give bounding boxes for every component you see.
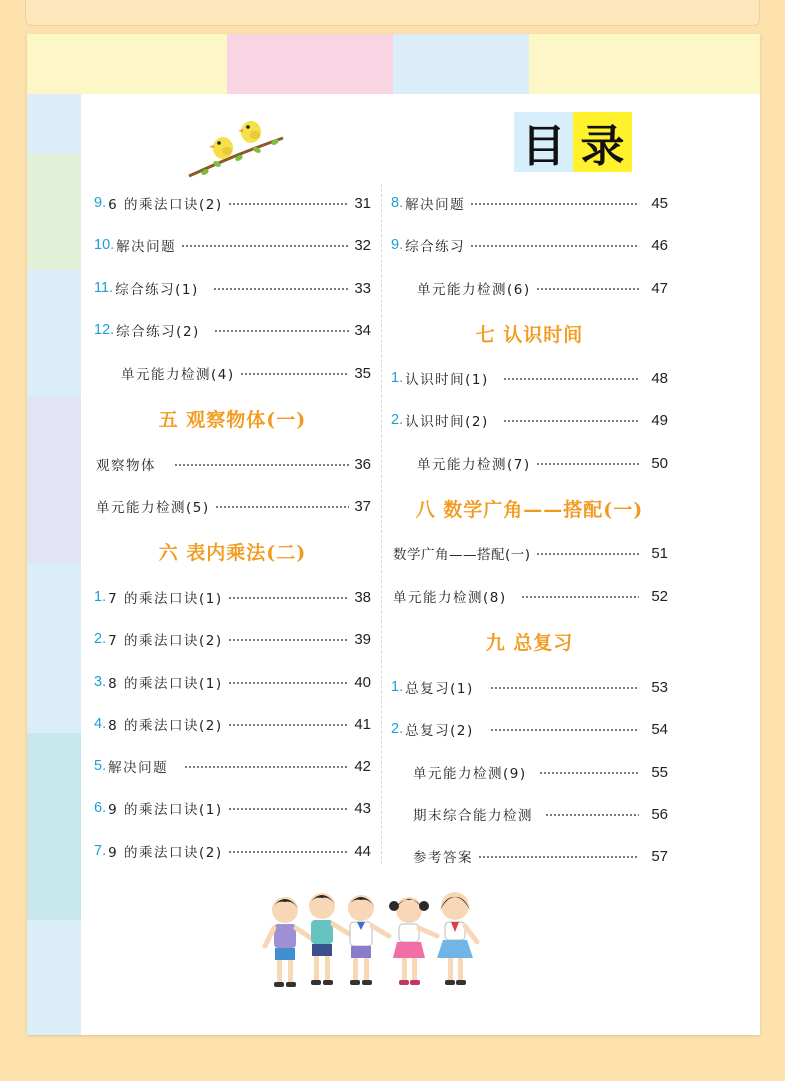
top-strip xyxy=(25,0,760,26)
entry-number: 9. xyxy=(94,195,107,211)
entry-page: 43 xyxy=(354,799,371,817)
toc-entry[interactable] xyxy=(411,844,668,868)
entry-page: 33 xyxy=(354,279,371,297)
entry-title: 单元能力检测(8) xyxy=(393,590,507,606)
leader-dots xyxy=(478,856,639,858)
entry-page: 51 xyxy=(651,544,668,562)
entry-page: 44 xyxy=(354,842,371,860)
toc-entry[interactable] xyxy=(94,191,371,215)
leader-dots xyxy=(490,729,640,731)
toc-entry[interactable] xyxy=(94,754,371,778)
entry-title: 7 的乘法口诀(2) xyxy=(108,633,223,649)
entry-page: 35 xyxy=(354,364,371,382)
toc-entry[interactable] xyxy=(119,361,371,385)
entry-title: 总复习(2) xyxy=(405,723,474,739)
toc-entry[interactable] xyxy=(391,408,668,432)
entry-page: 53 xyxy=(651,678,668,696)
entry-title: 认识时间(1) xyxy=(405,372,489,388)
leader-dots xyxy=(536,288,640,290)
entry-page: 47 xyxy=(651,279,668,297)
entry-title: 综合练习(1) xyxy=(115,282,199,298)
entry-title: 综合练习(2) xyxy=(116,324,200,340)
entry-page: 34 xyxy=(354,321,371,339)
toc-entry[interactable] xyxy=(94,276,371,300)
leader-dots xyxy=(228,203,350,205)
entry-title: 单元能力检测(7) xyxy=(417,457,531,473)
leader-dots xyxy=(228,639,350,641)
toc-entry[interactable] xyxy=(391,541,668,565)
leader-dots xyxy=(545,814,639,816)
entry-page: 48 xyxy=(651,369,668,387)
leader-dots xyxy=(470,245,639,247)
entry-number: 6. xyxy=(94,800,107,816)
entry-page: 41 xyxy=(354,715,371,733)
entry-number: 2. xyxy=(391,412,404,428)
entry-page: 55 xyxy=(651,763,668,781)
section-heading-6: 六 表内乘法(二) xyxy=(158,541,307,564)
toc-entry[interactable] xyxy=(391,233,668,257)
entry-page: 49 xyxy=(651,411,668,429)
entry-title: 8 的乘法口诀(1) xyxy=(108,676,223,692)
leader-dots xyxy=(214,330,350,332)
toc-entry[interactable] xyxy=(391,584,668,608)
entry-number: 1. xyxy=(391,679,404,695)
leader-dots xyxy=(228,851,350,853)
top-color-band xyxy=(27,34,760,94)
leader-dots xyxy=(228,682,350,684)
entry-number: 2. xyxy=(94,631,107,647)
entry-title: 解决问题 xyxy=(405,197,466,213)
entry-page: 39 xyxy=(354,630,371,648)
entry-number: 1. xyxy=(94,589,107,605)
section-heading-7: 七 认识时间 xyxy=(475,323,584,346)
title-char-lu: 录 xyxy=(573,112,632,172)
entry-title: 9 的乘法口诀(2) xyxy=(108,845,223,861)
section-heading-8: 八 数学广角——搭配(一) xyxy=(415,498,644,521)
toc-entry[interactable] xyxy=(94,585,371,609)
entry-number: 10. xyxy=(94,237,115,253)
entry-page: 38 xyxy=(354,588,371,606)
entry-page: 54 xyxy=(651,720,668,738)
entry-page: 37 xyxy=(354,497,371,515)
entry-page: 57 xyxy=(651,847,668,865)
entry-title: 数学广角——搭配(一) xyxy=(393,547,531,563)
leader-dots xyxy=(228,724,350,726)
leader-dots xyxy=(490,687,640,689)
entry-page: 52 xyxy=(651,587,668,605)
entry-number: 9. xyxy=(391,237,404,253)
toc-entry[interactable] xyxy=(94,839,371,863)
entry-page: 56 xyxy=(651,805,668,823)
entry-page: 31 xyxy=(354,194,371,212)
entry-title: 认识时间(2) xyxy=(405,414,489,430)
leader-dots xyxy=(536,463,640,465)
entry-title: 参考答案 xyxy=(413,850,473,866)
entry-title: 解决问题 xyxy=(108,760,169,776)
toc-entry[interactable] xyxy=(391,191,668,215)
toc-entry[interactable] xyxy=(94,627,371,651)
leader-dots xyxy=(174,464,349,466)
entry-number: 12. xyxy=(94,322,115,338)
toc-entry[interactable] xyxy=(94,494,371,518)
leader-dots xyxy=(213,288,350,290)
section-heading-9: 九 总复习 xyxy=(485,631,574,654)
page-title xyxy=(514,112,632,172)
title-char-mu: 目 xyxy=(514,112,573,172)
entry-title: 单元能力检测(9) xyxy=(413,766,527,782)
entry-title: 7 的乘法口诀(1) xyxy=(108,591,223,607)
entry-number: 4. xyxy=(94,716,107,732)
toc-entry[interactable] xyxy=(94,670,371,694)
birds-on-branch-illustration xyxy=(187,116,287,180)
entry-title: 6 的乘法口诀(2) xyxy=(108,197,223,213)
entry-number: 7. xyxy=(94,843,107,859)
toc-entry[interactable] xyxy=(94,318,371,342)
left-color-band xyxy=(27,94,81,1035)
toc-entry[interactable] xyxy=(94,233,371,257)
toc-entry[interactable] xyxy=(411,802,668,826)
leader-dots xyxy=(503,420,640,422)
toc-entry[interactable] xyxy=(391,675,668,699)
entry-page: 42 xyxy=(354,757,371,775)
entry-number: 8. xyxy=(391,195,404,211)
toc-entry[interactable] xyxy=(391,717,668,741)
toc-entry[interactable] xyxy=(94,796,371,820)
entry-page: 40 xyxy=(354,673,371,691)
entry-number: 5. xyxy=(94,758,107,774)
entry-number: 2. xyxy=(391,721,404,737)
entry-title: 单元能力检测(5) xyxy=(96,500,210,516)
toc-entry[interactable] xyxy=(94,452,371,476)
entry-page: 36 xyxy=(354,455,371,473)
entry-number: 3. xyxy=(94,674,107,690)
entry-number: 11. xyxy=(94,280,114,296)
entry-page: 50 xyxy=(651,454,668,472)
toc-entry[interactable] xyxy=(391,366,668,390)
leader-dots xyxy=(184,766,349,768)
leader-dots xyxy=(536,553,640,555)
leader-dots xyxy=(181,245,349,247)
toc-entry[interactable] xyxy=(415,451,668,475)
toc-entry[interactable] xyxy=(411,760,668,784)
leader-dots xyxy=(228,808,350,810)
section-heading-5: 五 观察物体(一) xyxy=(158,408,307,431)
leader-dots xyxy=(521,596,640,598)
entry-page: 45 xyxy=(651,194,668,212)
entry-page: 46 xyxy=(651,236,668,254)
entry-number: 1. xyxy=(391,370,404,386)
entry-title: 单元能力检测(4) xyxy=(121,367,235,383)
entry-title: 综合练习 xyxy=(405,239,466,255)
entry-title: 单元能力检测(6) xyxy=(417,282,531,298)
entry-title: 8 的乘法口诀(2) xyxy=(108,718,223,734)
column-divider xyxy=(381,184,382,864)
leader-dots xyxy=(240,373,350,375)
toc-entry[interactable] xyxy=(94,712,371,736)
children-holding-hands-illustration xyxy=(259,888,499,998)
leader-dots xyxy=(539,772,640,774)
entry-title: 9 的乘法口诀(1) xyxy=(108,802,223,818)
leader-dots xyxy=(503,378,640,380)
entry-title: 观察物体 xyxy=(96,458,156,474)
entry-title: 总复习(1) xyxy=(405,681,474,697)
toc-page xyxy=(27,34,760,1035)
entry-title: 解决问题 xyxy=(116,239,177,255)
entry-page: 32 xyxy=(354,236,371,254)
toc-entry[interactable] xyxy=(415,276,668,300)
leader-dots xyxy=(228,597,350,599)
entry-title: 期末综合能力检测 xyxy=(413,808,533,824)
leader-dots xyxy=(215,506,350,508)
leader-dots xyxy=(470,203,639,205)
